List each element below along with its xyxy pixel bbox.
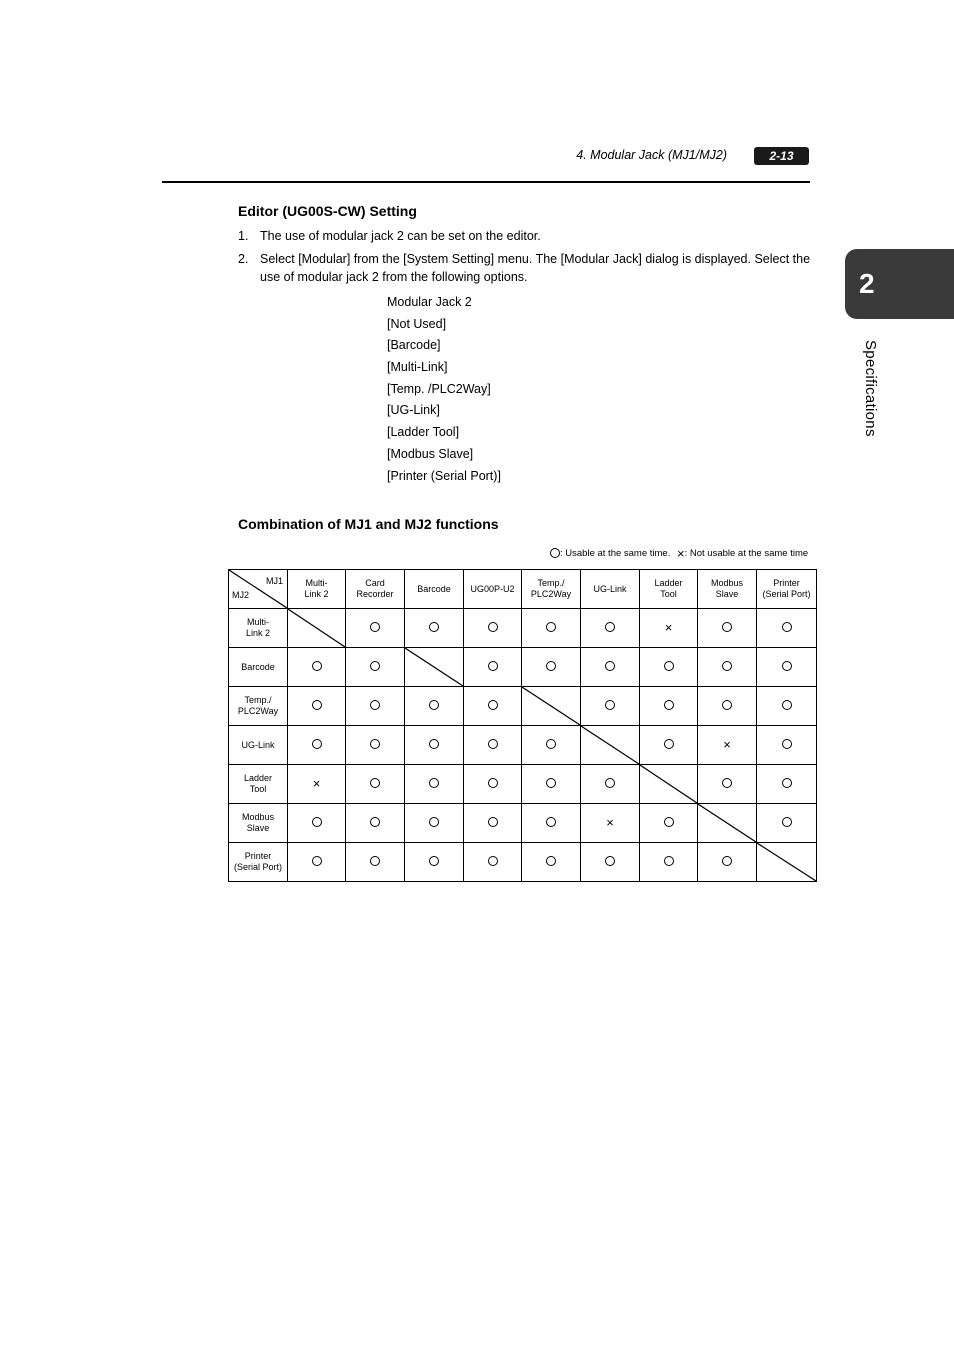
chapter-tab: 2 (845, 249, 954, 319)
circle-icon (605, 778, 615, 788)
step-1 (238, 228, 813, 246)
row-header-text: Link 2 (245, 628, 271, 638)
usable-cell (464, 765, 522, 804)
option-item: [Multi-Link] (387, 360, 448, 375)
row-header-text: Tool (249, 784, 267, 794)
usable-cell (464, 687, 522, 726)
corner-mj1-label: MJ1 (265, 576, 283, 586)
option-item: [Barcode] (387, 338, 441, 353)
table-row (229, 843, 817, 882)
row-header (229, 843, 288, 882)
circle-icon (722, 856, 732, 866)
usable-cell (698, 687, 757, 726)
usable-cell (464, 609, 522, 648)
circle-icon (370, 739, 380, 749)
usable-cell (640, 726, 698, 765)
usable-cell (346, 804, 405, 843)
circle-icon (605, 622, 615, 632)
legend-usable: : Usable at the same time. (560, 548, 671, 559)
column-header (405, 570, 464, 609)
circle-icon (782, 700, 792, 710)
usable-cell (640, 843, 698, 882)
table-row (229, 648, 817, 687)
circle-icon (370, 700, 380, 710)
circle-icon (605, 661, 615, 671)
column-header-text: Link 2 (304, 589, 329, 599)
circle-icon (782, 739, 792, 749)
usable-cell (405, 609, 464, 648)
table-row (229, 687, 817, 726)
step-2 (238, 251, 813, 286)
usable-cell (698, 843, 757, 882)
option-item: [Modbus Slave] (387, 446, 474, 461)
row-header-text: Ladder (243, 773, 273, 783)
usable-cell (640, 687, 698, 726)
usable-cell (288, 843, 346, 882)
option-item: [Temp. /PLC2Way] (387, 381, 491, 396)
usable-cell (698, 609, 757, 648)
column-header (522, 570, 581, 609)
usable-cell (640, 804, 698, 843)
row-header (229, 804, 288, 843)
circle-icon (722, 622, 732, 632)
diagonal-cell (288, 609, 346, 648)
not-usable-cell (288, 765, 346, 804)
circle-icon (782, 817, 792, 827)
usable-cell (346, 765, 405, 804)
usable-cell (522, 648, 581, 687)
usable-cell (346, 609, 405, 648)
step-number: 2. (238, 252, 249, 266)
usable-cell (464, 843, 522, 882)
usable-cell (522, 609, 581, 648)
usable-cell (640, 648, 698, 687)
step-number: 1. (238, 229, 249, 243)
diagonal-cell (698, 804, 757, 843)
column-header-text: Recorder (356, 589, 394, 599)
circle-icon (546, 661, 556, 671)
usable-cell (405, 726, 464, 765)
circle-icon (546, 622, 556, 632)
circle-icon (429, 778, 439, 788)
header-rule (162, 181, 810, 183)
usable-cell (405, 765, 464, 804)
row-header (229, 648, 288, 687)
row-header-text: Printer (244, 851, 272, 861)
circle-icon (488, 622, 498, 632)
usable-cell (288, 726, 346, 765)
usable-cell (405, 687, 464, 726)
circle-icon (488, 661, 498, 671)
circle-icon (488, 739, 498, 749)
corner-cell (229, 570, 288, 609)
legend (550, 546, 815, 561)
table-header-row (229, 570, 817, 609)
row-header-text: Slave (246, 823, 270, 833)
not-usable-cell (698, 726, 757, 765)
usable-cell (757, 765, 817, 804)
column-header (757, 570, 817, 609)
row-header (229, 687, 288, 726)
circle-icon (605, 700, 615, 710)
usable-cell (522, 843, 581, 882)
diagonal-cell (405, 648, 464, 687)
circle-icon (370, 817, 380, 827)
option-item: [Printer (Serial Port)] (387, 468, 501, 483)
circle-icon (370, 622, 380, 632)
diagonal-cell (757, 843, 817, 882)
usable-cell (405, 804, 464, 843)
usable-cell (757, 804, 817, 843)
corner-mj2-label: MJ2 (232, 590, 250, 600)
cross-icon: × (677, 546, 685, 561)
row-header-text: (Serial Port) (233, 862, 282, 872)
not-usable-cell (581, 804, 640, 843)
circle-icon (722, 700, 732, 710)
circle-icon (664, 661, 674, 671)
usable-cell (581, 648, 640, 687)
not-usable-cell (640, 609, 698, 648)
cross-icon: × (723, 736, 731, 752)
usable-cell (346, 843, 405, 882)
cross-icon: × (312, 775, 321, 791)
column-header-text: Multi- (305, 578, 328, 588)
circle-icon (546, 739, 556, 749)
option-item: Modular Jack 2 (387, 295, 472, 309)
column-header-text: PLC2Way (530, 589, 572, 599)
circle-icon (488, 856, 498, 866)
page-number-badge: 2-13 (754, 147, 809, 165)
row-header-text: Multi- (247, 617, 269, 627)
column-header-text: UG00P-U2 (470, 583, 515, 594)
column-header (346, 570, 405, 609)
table-row (229, 609, 817, 648)
usable-cell (698, 765, 757, 804)
step-text: The use of modular jack 2 can be set on the editor. (260, 229, 541, 243)
column-header-text: Modbus (710, 578, 744, 588)
option-item: [Ladder Tool] (387, 425, 460, 440)
circle-icon (664, 817, 674, 827)
column-header-text: Barcode (417, 583, 451, 594)
column-header-text: (Serial Port) (762, 589, 811, 599)
row-header (229, 726, 288, 765)
circle-icon (782, 622, 792, 632)
combination-table (228, 569, 817, 882)
circle-icon (488, 700, 498, 710)
combination-heading: Combination of MJ1 and MJ2 functions (238, 516, 499, 532)
cross-icon: × (664, 619, 673, 635)
circle-icon (488, 778, 498, 788)
usable-cell (757, 726, 817, 765)
table-row (229, 726, 817, 765)
circle-icon (312, 856, 322, 866)
circle-icon (722, 778, 732, 788)
diagonal-cell (581, 726, 640, 765)
usable-cell (288, 687, 346, 726)
row-header-text: UG-Link (241, 739, 275, 750)
circle-icon (488, 817, 498, 827)
option-item: [UG-Link] (387, 403, 440, 418)
row-header (229, 609, 288, 648)
circle-icon (546, 856, 556, 866)
editor-heading: Editor (UG00S-CW) Setting (238, 203, 417, 219)
usable-cell (698, 648, 757, 687)
circle-icon (370, 661, 380, 671)
column-header (288, 570, 346, 609)
circle-icon (782, 778, 792, 788)
usable-cell (757, 648, 817, 687)
row-header-text: Temp./ (244, 695, 272, 705)
circle-icon (546, 778, 556, 788)
usable-cell (464, 726, 522, 765)
circle-icon (370, 778, 380, 788)
usable-cell (346, 648, 405, 687)
usable-cell (522, 765, 581, 804)
row-header-text: PLC2Way (237, 706, 279, 716)
usable-cell (522, 726, 581, 765)
circle-icon (429, 622, 439, 632)
row-header-text: Modbus (241, 812, 275, 822)
circle-icon (429, 739, 439, 749)
column-header-text: Slave (715, 589, 739, 599)
circle-icon (429, 700, 439, 710)
circle-icon (312, 661, 322, 671)
usable-cell (581, 843, 640, 882)
column-header-text: Tool (660, 589, 677, 599)
usable-cell (757, 687, 817, 726)
usable-cell (464, 804, 522, 843)
legend-not-usable: : Not usable at the same time (684, 548, 809, 559)
circle-icon (664, 739, 674, 749)
column-header (464, 570, 522, 609)
row-header-text: Barcode (241, 661, 275, 672)
column-header-text: Printer (773, 578, 800, 588)
header-title: 4. Modular Jack (MJ1/MJ2) (576, 148, 727, 162)
usable-cell (346, 687, 405, 726)
circle-icon (429, 817, 439, 827)
column-header-text: Card (365, 578, 385, 588)
circle-icon (312, 817, 322, 827)
circle-icon (546, 817, 556, 827)
usable-cell (522, 804, 581, 843)
circle-icon (429, 856, 439, 866)
option-item: [Not Used] (387, 316, 447, 331)
diagonal-cell (640, 765, 698, 804)
chapter-label: Specifications (862, 340, 879, 437)
usable-cell (757, 609, 817, 648)
usable-cell (405, 843, 464, 882)
options-list (387, 294, 501, 489)
circle-icon (312, 739, 322, 749)
usable-cell (581, 687, 640, 726)
usable-cell (464, 648, 522, 687)
row-header (229, 765, 288, 804)
table-row (229, 804, 817, 843)
cross-icon: × (606, 814, 614, 830)
column-header-text: Temp./ (537, 578, 565, 588)
circle-icon (664, 700, 674, 710)
column-header-text: Ladder (654, 578, 683, 588)
usable-cell (288, 648, 346, 687)
circle-icon (605, 856, 615, 866)
column-header (698, 570, 757, 609)
circle-icon (550, 548, 560, 558)
column-header (581, 570, 640, 609)
column-header (640, 570, 698, 609)
circle-icon (370, 856, 380, 866)
table-row (229, 765, 817, 804)
diagonal-cell (522, 687, 581, 726)
circle-icon (782, 661, 792, 671)
circle-icon (722, 661, 732, 671)
circle-icon (664, 856, 674, 866)
usable-cell (288, 804, 346, 843)
usable-cell (346, 726, 405, 765)
usable-cell (581, 609, 640, 648)
column-header-text: UG-Link (593, 583, 627, 594)
usable-cell (581, 765, 640, 804)
step-text: Select [Modular] from the [System Setting] menu. The [Modular Jack] dialog is displayed. Select the use of modular jack 2 from the following options. (260, 252, 811, 284)
circle-icon (312, 700, 322, 710)
